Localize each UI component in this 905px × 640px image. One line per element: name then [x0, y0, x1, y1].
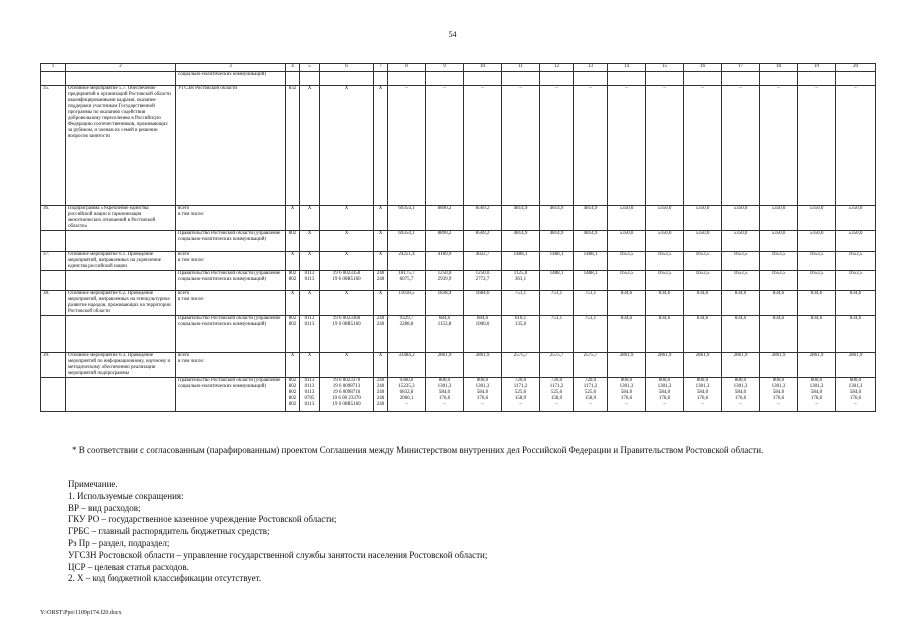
table-cell: 2861,9	[608, 353, 646, 378]
page-number: 54	[448, 30, 457, 39]
table-cell: 800,0 1301,3 584,0 176,6 –	[608, 378, 646, 412]
table-cell: Х	[320, 86, 374, 206]
header-cell: 18	[760, 64, 798, 72]
table-cell	[426, 72, 464, 86]
table-cell: 802 802	[286, 316, 300, 353]
table-cell: 800,0 1301,3 584,0 176,6 –	[426, 378, 464, 412]
table-cell	[66, 316, 176, 353]
table-cell: 2861,9	[426, 353, 464, 378]
table-cell: 5350,0	[798, 231, 836, 252]
table-cell: 1488,1	[540, 271, 574, 291]
table-cell: 1250,0 2772,7	[464, 271, 502, 291]
table-cell: Х	[374, 353, 388, 378]
table-cell: 11618,5	[388, 291, 426, 316]
table-cell: 751,1	[502, 291, 540, 316]
table-cell: 1250,0 2939,9	[426, 271, 464, 291]
table-cell: –	[464, 86, 502, 206]
table-cell: –	[760, 86, 798, 206]
table-cell: Х	[374, 291, 388, 316]
table-cell: –	[722, 86, 760, 206]
table-cell	[41, 378, 66, 412]
table-cell: 616,1 135,0	[502, 316, 540, 353]
table-cell	[41, 271, 66, 291]
table-cell: –	[836, 86, 876, 206]
table-cell: 8569,2	[464, 231, 502, 252]
table-cell: всего в том числе:	[176, 291, 286, 316]
table-cell: 800,0 1301,3 584,0 176,6 –	[684, 378, 722, 412]
header-cell: 5	[300, 64, 320, 72]
header-cell: 17	[722, 64, 760, 72]
table-cell: 1488,1	[574, 252, 608, 271]
table-cell: Х	[374, 86, 388, 206]
table-cell: 69354,1	[388, 231, 426, 252]
header-cell: 10	[464, 64, 502, 72]
table-cell: Х	[320, 291, 374, 316]
table-cell: 35.	[41, 86, 66, 206]
table-cell: Х	[374, 231, 388, 252]
table-cell: 1125,0 363,1	[502, 271, 540, 291]
table-cell: 8569,2	[464, 206, 502, 231]
table-row	[41, 353, 876, 378]
table-cell: 69354,1	[388, 206, 426, 231]
footnote: * В соответствии с согласованным (парафированным) проектом Соглашения между Министерством внутренних дел Российской Федерации и Правительством Ростовской области.	[72, 445, 764, 455]
table-cell	[574, 72, 608, 86]
table-cell: 684,6 1153,8	[426, 316, 464, 353]
table-cell: 1684,6	[464, 291, 502, 316]
table-cell: 802 802	[286, 271, 300, 291]
table-cell: 8890,2	[426, 206, 464, 231]
table-cell: 37.	[41, 252, 66, 271]
table-cell: 1488,1	[540, 252, 574, 271]
table-cell	[66, 72, 176, 86]
note-line: ВР – вид расходов;	[68, 502, 141, 513]
table-cell: –	[574, 86, 608, 206]
table-cell: 2861,9	[684, 353, 722, 378]
table-cell: 834,6	[684, 316, 722, 353]
table-cell: 834,6	[836, 316, 876, 353]
notes-section	[68, 479, 487, 585]
file-path: Y:\ORST\Ppo\1109p174.f20.docx	[40, 610, 122, 616]
table-cell: 800,0 1301,3 584,0 176,6 –	[836, 378, 876, 412]
header-cell: 3	[176, 64, 286, 72]
table-cell: Х	[300, 86, 320, 206]
table-cell: 1653,5	[836, 252, 876, 271]
table-cell: 1653,5	[722, 271, 760, 291]
table-cell: 240 240	[374, 316, 388, 353]
table-cell: Х	[300, 252, 320, 271]
table-cell: 5350,0	[684, 231, 722, 252]
table-cell: 834,6	[684, 291, 722, 316]
table-cell: 1653,5	[684, 252, 722, 271]
table-cell: Основное мероприятие 5.7. Обеспечение предприятий и организаций Ростовской области квалифицированными кадрами, оказание поддержки участникам Государственной программы по оказанию содействия добровольному переселению в Российскую Федерацию соотечественников, проживающих за рубежом, и членам их семей в решении вопросов занятости	[66, 86, 176, 206]
table-cell: 19 6 0023360 19 6 00R5160	[320, 316, 374, 353]
table-cell: 834,6	[798, 291, 836, 316]
table-cell	[66, 378, 176, 412]
table-cell	[320, 72, 374, 86]
table-cell: 834,6	[760, 316, 798, 353]
table-cell: –	[798, 86, 836, 206]
table-cell: –	[608, 86, 646, 206]
table-cell: 9360,0 15225,3 6832,8 2066,1 –	[388, 378, 426, 412]
table-cell: 5350,0	[646, 231, 684, 252]
table-cell: 1653,5	[646, 271, 684, 291]
table-cell	[798, 72, 836, 86]
table-cell: 1653,5	[798, 252, 836, 271]
table-cell: –	[684, 86, 722, 206]
table-cell: 720,0 1171,2 525,6 158,9 –	[502, 378, 540, 412]
table-cell: 0113 0113	[300, 316, 320, 353]
table-cell: 5350,0	[760, 231, 798, 252]
table-cell: 33484,2	[388, 353, 426, 378]
table-cell: Х	[374, 252, 388, 271]
table-cell: 5350,0	[646, 206, 684, 231]
table-cell: 24251,4	[388, 252, 426, 271]
table-cell: социально-политических коммуникаций)	[176, 72, 286, 86]
table-cell: всего в том числе:	[176, 252, 286, 271]
table-cell	[300, 72, 320, 86]
table-cell: 1653,5	[608, 271, 646, 291]
header-cell: 4	[286, 64, 300, 72]
table-cell: 800,0 1301,3 584,0 176,6 –	[464, 378, 502, 412]
header-cell: 9	[426, 64, 464, 72]
table-cell: 834,6	[646, 291, 684, 316]
table-cell: 240 240 240 240 240	[374, 378, 388, 412]
table-cell: 2575,7	[502, 353, 540, 378]
table-header-row	[41, 64, 876, 72]
table-cell: 36.	[41, 206, 66, 231]
table-cell: 4022,7	[464, 252, 502, 271]
table-cell: 1653,5	[760, 271, 798, 291]
note-line: Рз Пр – раздел, подраздел;	[68, 537, 170, 548]
header-cell: 19	[798, 64, 836, 72]
table-cell: 1653,5	[760, 252, 798, 271]
table-cell: 834,6	[798, 316, 836, 353]
table-cell: всего в том числе:	[176, 353, 286, 378]
table-cell	[286, 72, 300, 86]
table-cell: 800,0 1301,3 584,0 176,6 –	[798, 378, 836, 412]
table-cell: 1653,5	[798, 271, 836, 291]
table-cell: 4814,9	[574, 206, 608, 231]
table-cell: 5350,0	[722, 231, 760, 252]
table-row	[41, 252, 876, 271]
table-cell: 1653,5	[836, 271, 876, 291]
table-cell: Х	[374, 206, 388, 231]
table-cell: Основное мероприятие 6.3. Проведение мероприятий по информационному, научному и методическому обеспечению реализации мероприятий подпрограммы	[66, 353, 176, 378]
table-row	[41, 231, 876, 252]
table-cell: 9329,7 2288,8	[388, 316, 426, 353]
table-cell	[41, 72, 66, 86]
table-cell: Подпрограмма «Укрепление единства российской нации и гармонизация межэтнических отношений в Ростовской области»	[66, 206, 176, 231]
table-cell: 800,0 1301,3 584,0 176,6 –	[760, 378, 798, 412]
table-cell: 684,6 1000,0	[464, 316, 502, 353]
table-cell: Правительство Ростовской области (управление социально-политических коммуникаций)	[176, 316, 286, 353]
table-cell: 2861,9	[836, 353, 876, 378]
table-cell: 800,0 1301,3 584,0 176,6 –	[722, 378, 760, 412]
table-cell: Х	[286, 252, 300, 271]
table-cell	[836, 72, 876, 86]
header-cell: 14	[608, 64, 646, 72]
table-row	[41, 271, 876, 291]
note-line: ЦСР – целевая статья расходов.	[68, 561, 189, 572]
table-cell: 2861,9	[760, 353, 798, 378]
table-cell	[66, 231, 176, 252]
table-cell	[646, 72, 684, 86]
table-cell: 4814,9	[540, 206, 574, 231]
table-cell: УГСЗН Ростовской области	[176, 86, 286, 206]
table-cell: 834,6	[608, 291, 646, 316]
table-cell	[41, 316, 66, 353]
table-cell: 834,6	[608, 316, 646, 353]
table-cell: 2861,9	[798, 353, 836, 378]
table-cell: –	[646, 86, 684, 206]
header-cell: 15	[646, 64, 684, 72]
table-cell: 240 240	[374, 271, 388, 291]
note-line: 1. Используемые сокращения:	[68, 490, 184, 501]
table-cell	[608, 72, 646, 86]
table-cell: 751,1	[540, 291, 574, 316]
table-cell: 2861,9	[464, 353, 502, 378]
table-cell: 5350,0	[608, 231, 646, 252]
table-cell: 0113 0113	[300, 271, 320, 291]
table-row	[41, 316, 876, 353]
table-cell: Х	[300, 291, 320, 316]
table-cell: 1838,4	[426, 291, 464, 316]
table-cell	[464, 72, 502, 86]
table-cell: Основное мероприятие 6.2. Проведение мероприятий, направленных на этнокультурное развитие народов, проживающих на территории Ростовской области	[66, 291, 176, 316]
table-cell: 4814,9	[540, 231, 574, 252]
table-cell: 4814,9	[502, 231, 540, 252]
table-cell: 834,6	[836, 291, 876, 316]
table-cell: 2575,7	[574, 353, 608, 378]
table-cell: –	[502, 86, 540, 206]
table-cell: Х	[320, 206, 374, 231]
table-cell: 2861,9	[646, 353, 684, 378]
table-cell	[41, 231, 66, 252]
header-cell: 8	[388, 64, 426, 72]
table-cell: 4814,9	[502, 206, 540, 231]
table-cell: 802 802 802 802 802	[286, 378, 300, 412]
header-cell: 1	[41, 64, 66, 72]
table-cell: 39.	[41, 353, 66, 378]
table-cell: 802	[286, 231, 300, 252]
header-cell: 6	[320, 64, 374, 72]
table-cell: 834,6	[722, 316, 760, 353]
table-cell	[66, 271, 176, 291]
table-row	[41, 72, 876, 86]
note-line: УГСЗН Ростовской области – управление государственной службы занятости населения Ростовской области;	[68, 549, 488, 560]
table-cell: 5350,0	[760, 206, 798, 231]
table-cell: Х	[286, 353, 300, 378]
table-cell: 751,1	[574, 316, 608, 353]
header-cell: 7	[374, 64, 388, 72]
table-cell: 8890,2	[426, 231, 464, 252]
table-cell: Х	[300, 206, 320, 231]
table-cell	[722, 72, 760, 86]
header-cell: 13	[574, 64, 608, 72]
table-cell: Правительство Ростовской области (управление социально-политических коммуникаций)	[176, 378, 286, 412]
table-cell: 1653,5	[646, 252, 684, 271]
table-row	[41, 291, 876, 316]
table-cell: –	[426, 86, 464, 206]
table-cell: 5350,0	[684, 206, 722, 231]
table-cell: 834,6	[646, 316, 684, 353]
table-cell: Х	[286, 206, 300, 231]
table-cell: 1488,1	[574, 271, 608, 291]
header-cell: 2	[66, 64, 176, 72]
note-line: Примечание.	[68, 479, 118, 489]
header-cell: 20	[836, 64, 876, 72]
table-cell: 720,0 1171,2 525,6 158,9 –	[540, 378, 574, 412]
header-cell: 16	[684, 64, 722, 72]
table-cell: 38.	[41, 291, 66, 316]
table-cell: 4189,9	[426, 252, 464, 271]
table-cell: 1653,5	[684, 271, 722, 291]
table-cell: 5350,0	[836, 231, 876, 252]
table-cell: Правительство Ростовской области (управление социально-политических коммуникаций)	[176, 231, 286, 252]
table-cell: Правительство Ростовской области (управление социально-политических коммуникаций)	[176, 271, 286, 291]
table-cell: Основное мероприятие 6.1. Проведение мероприятий, направленных на укрепление единства российской нации	[66, 252, 176, 271]
table-cell	[684, 72, 722, 86]
table-cell: 5350,0	[798, 206, 836, 231]
table-cell: Х	[286, 291, 300, 316]
table-cell: 834,6	[760, 291, 798, 316]
table-cell: 1488,1	[502, 252, 540, 271]
budget-table	[40, 63, 876, 412]
table-cell	[540, 72, 574, 86]
table-cell: –	[388, 86, 426, 206]
note-line: 2. Х – код бюджетной классификации отсутствует.	[68, 573, 262, 584]
table-cell: –	[540, 86, 574, 206]
table-cell: Х	[320, 231, 374, 252]
note-line: ГКУ РО – государственное казенное учреждение Ростовской области;	[68, 514, 337, 525]
table-cell: Х	[300, 353, 320, 378]
table-cell	[388, 72, 426, 86]
note-line: ГРБС – главный распорядитель бюджетных средств;	[68, 526, 270, 537]
header-cell: 11	[502, 64, 540, 72]
table-cell: 5350,0	[608, 206, 646, 231]
table-cell: 4814,9	[574, 231, 608, 252]
table-cell: всего в том числе:	[176, 206, 286, 231]
table-cell: 5350,0	[836, 206, 876, 231]
table-cell: 751,1	[540, 316, 574, 353]
table-row	[41, 378, 876, 412]
table-cell: 720,0 1171,2 525,6 158,9 –	[574, 378, 608, 412]
table-cell: 1653,5	[608, 252, 646, 271]
table-cell: 751,1	[574, 291, 608, 316]
table-cell: Х	[320, 353, 374, 378]
table-cell: 832	[286, 86, 300, 206]
table-cell: Х	[300, 231, 320, 252]
table-cell: 0113 0113 0113 0705 0113	[300, 378, 320, 412]
table-cell: 1653,5	[722, 252, 760, 271]
table-cell: 19 6 0023370 19 6 0098713 19 6 0098716 19 6 00 23370 19 6 00R5160	[320, 378, 374, 412]
table-cell: 5350,0	[722, 206, 760, 231]
table-cell: 834,6	[722, 291, 760, 316]
table-cell	[374, 72, 388, 86]
table-cell: 2861,9	[722, 353, 760, 378]
header-cell: 12	[540, 64, 574, 72]
table-cell: 2575,7	[540, 353, 574, 378]
table-row	[41, 206, 876, 231]
table-cell: Х	[320, 252, 374, 271]
table-cell: 800,0 1301,3 584,0 176,6 –	[646, 378, 684, 412]
table-row	[41, 86, 876, 206]
table-cell: 19 6 0023350 19 6 00R5160	[320, 271, 374, 291]
table-cell	[760, 72, 798, 86]
table-cell	[502, 72, 540, 86]
table-cell: 18175,7 6075,7	[388, 271, 426, 291]
